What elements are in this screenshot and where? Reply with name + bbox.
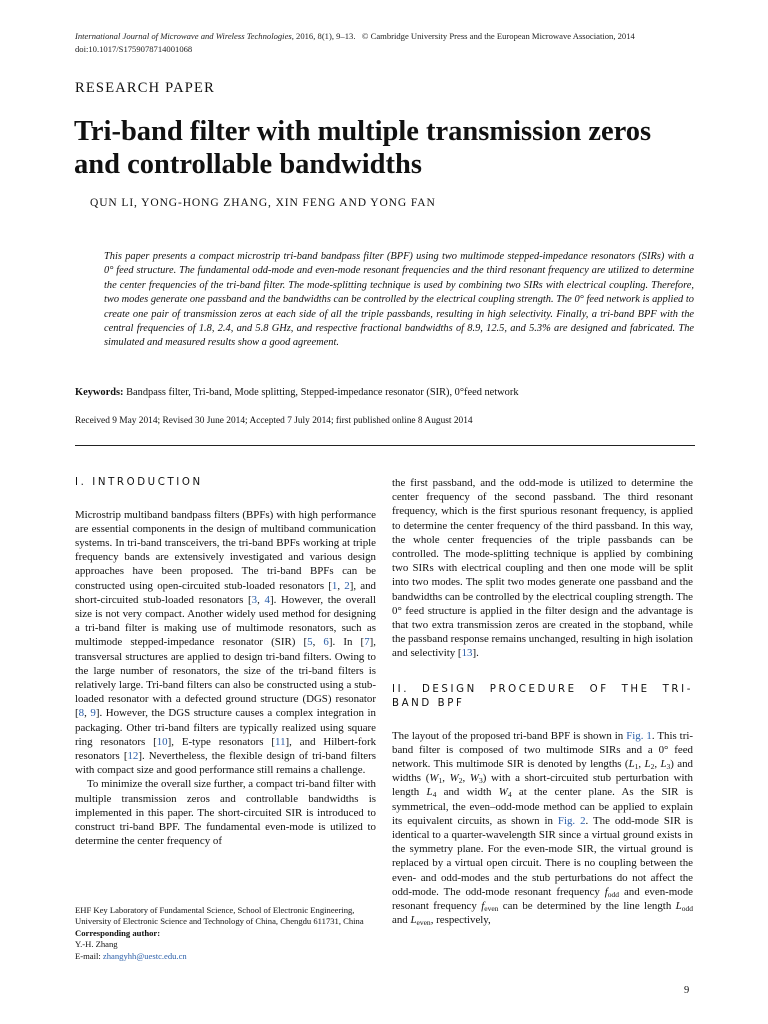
citation-link[interactable]: 3 [251,593,258,606]
page-number: 9 [684,985,690,996]
figure-link[interactable]: Fig. 2 [557,814,586,827]
article-type: RESEARCH PAPER [75,80,215,96]
doi: doi:10.1017/S1759078714001068 [75,44,193,54]
citation-link[interactable]: 11 [275,735,286,748]
paragraph: Microstrip multiband bandpass filters (BPFs) with high performance are essential components in the design of multiband communication systems. In tri-band transceivers, the tri-band BPFs working at triple frequency bands are extensively investigated and various design approaches have been proposed. The tri-band BPFs can be constructed using open-circuited stub-loaded resonators [1, 2], and short-circuited stub-loaded resonators [3, 4]. However, the overall size is not very compact. Another widely used method for designing a tri-band filter is making use of multimode resonators, such as multimode stepped-impedance resonator (SIR) [5, 6]. In [7], transversal structures are applied to design tri-band filters. Owing to the large number of resonators, the size of the tri-band filters is relatively large. Tri-band filters can also be constructed using a stub-loaded resonator with a defected ground structure (DGS) resonator [8, 9]. However, the DGS structure causes a complex integration in packaging. Other tri-band filters are typically realized using square ring resonators [10], E-type resonators [11], and Hilbert-fork resonators [12]. Nevertheless, the flexible design of tri-band filters with compact size and good performance still remains a challenge. [75,508,377,777]
abstract: This paper presents a compact microstrip tri-band bandpass filter (BPF) using two multimode stepped-impedance resonators (SIRs) with a 0° feed structure. The fundamental odd-mode and even-mode resonant frequencies and the third resonant frequency are utilized to determine the center frequencies of the tri-band filter. The mode-splitting technique is used by combining two SIRs with electrical coupling. Therefore, two modes generate one passband and the bandwidths can be controlled by the electrical coupling strength. The 0° feed network is applied to create one pair of transmission zeros at each side of all the triple passbands, resulting in high selectivity. Finally, a tri-band BPF with the central frequencies of 1.8, 2.4, and 5.8 GHz, and respective fractional bandwidths of 8.9, 12.5, and 5.3% are designed and fabricated. The simulated and measured results show a good agreement. [104,251,694,349]
citation-link[interactable]: 1 [331,579,338,592]
citation-link[interactable]: 12 [127,749,139,762]
citation-link[interactable]: 7 [364,636,370,649]
paragraph: To minimize the overall size further, a compact tri-band filter with multiple transmission zeros and controllable bandwidths is implemented in this paper. The short-circuited SIR is introduced to construct tri-band BPF. The fundamental even-mode is utilized to determine the center frequency of [75,778,376,848]
copyright: © Cambridge University Press and the European Microwave Association, 2014 [361,31,635,41]
citation-link[interactable]: 9 [90,707,96,720]
paragraph: the first passband, and the odd-mode is utilized to determine the center frequency of the second passband. The third resonant frequency, which is the first spurious resonant frequency, is applied to determine the center frequency of the third passband. In this way, the whole center frequencies of the triple passbands can be controlled. The mode-splitting technique is applied by combining two SIRs with electrical coupling and then one mode will be split into two modes. The split two modes generate one passband and the bandwidths can be controlled by the electrical coupling strength. The 0° feed structure is applied in the filter design and the advantage is that two extra transmission zeros are created in the stopband, while the passband response remains unchanged, resulting in high isolation and selectivity [13]. [392,477,694,660]
citation-info: , 2016, 8(1), 9–13. [291,31,356,41]
divider [75,445,695,446]
keywords-label: Keywords: [75,387,124,398]
journal-header [75,30,695,56]
right-column [392,476,693,927]
figure-link[interactable]: Fig. 1 [626,729,652,742]
keywords [75,386,695,400]
citation-link[interactable]: 8 [78,707,85,720]
affiliation: EHF Key Laboratory of Fundamental Science, School of Electronic Engineering, University of Electronic Science and Technology of China, Chengdu 611731, China [75,905,364,927]
left-column [75,476,376,848]
author-list: QUN LI, YONG-HONG ZHANG, XIN FENG AND YONG FAN [90,197,436,209]
citation-link[interactable]: 6 [323,636,329,649]
corresponding-author-label: Corresponding author: [75,927,161,938]
paper-title: Tri-band filter with multiple transmission zeros and controllable bandwidths [74,116,652,180]
email-link[interactable]: zhangyhh@uestc.edu.cn [102,950,187,961]
keywords-text: Bandpass filter, Tri-band, Mode splitting, Stepped-impedance resonator (SIR), 0°feed network [126,387,519,398]
citation-link[interactable]: 13 [461,647,473,660]
citation-link[interactable]: 5 [307,636,313,649]
email-line: E-mail: zhangyhh@uestc.edu.cn [75,950,187,961]
journal-name: International Journal of Microwave and Wireless Technologies [75,31,292,41]
citation-link[interactable]: 4 [264,593,270,606]
paragraph: The layout of the proposed tri-band BPF is shown in Fig. 1. This tri-band filter is composed of two multimode SIRs and a 0° feed network. This multimode SIR is denoted by lengths ($L_1$, $L_2$, $L_3$) and widths ($W_1$, $W_2$, $W_3$) with a short-circuited stub perturbation with length $L_4$ and width $W_4$ at the center plane. As the SIR is symmetrical, the even–odd-mode method can be applied to explain its equivalent circuits, as shown in Fig. 2. The odd-mode SIR is identical to a quarter-wavelength SIR since a virtual ground exists in the symmetry plane. For the even-mode SIR, the virtual ground is replaced by a virtual open circuit. There is no coupling between the even- and odd-modes and the stub perturbations do not affect the odd-mode. The odd-mode resonant frequency $f_{odd}$ and even-mode resonant frequency $f_{even}$ can be determined by the line length $L_{odd}$ and $L_{even}$, respectively, [392,729,694,928]
citation-link[interactable]: 10 [156,735,168,748]
citation-link[interactable]: 2 [344,579,350,592]
received-dates: Received 9 May 2014; Revised 30 June 2014; Accepted 7 July 2014; first published online 8 August 2014 [75,416,473,426]
affiliation-footnote [75,905,380,962]
citation-line [75,30,695,43]
section-heading-design-procedure: II. DESIGN PROCEDURE OF THE TRI-BAND BPF [392,683,693,710]
corresponding-author-name: Y.-H. Zhang [75,939,118,950]
section-heading-introduction: I. INTRODUCTION [75,477,203,488]
